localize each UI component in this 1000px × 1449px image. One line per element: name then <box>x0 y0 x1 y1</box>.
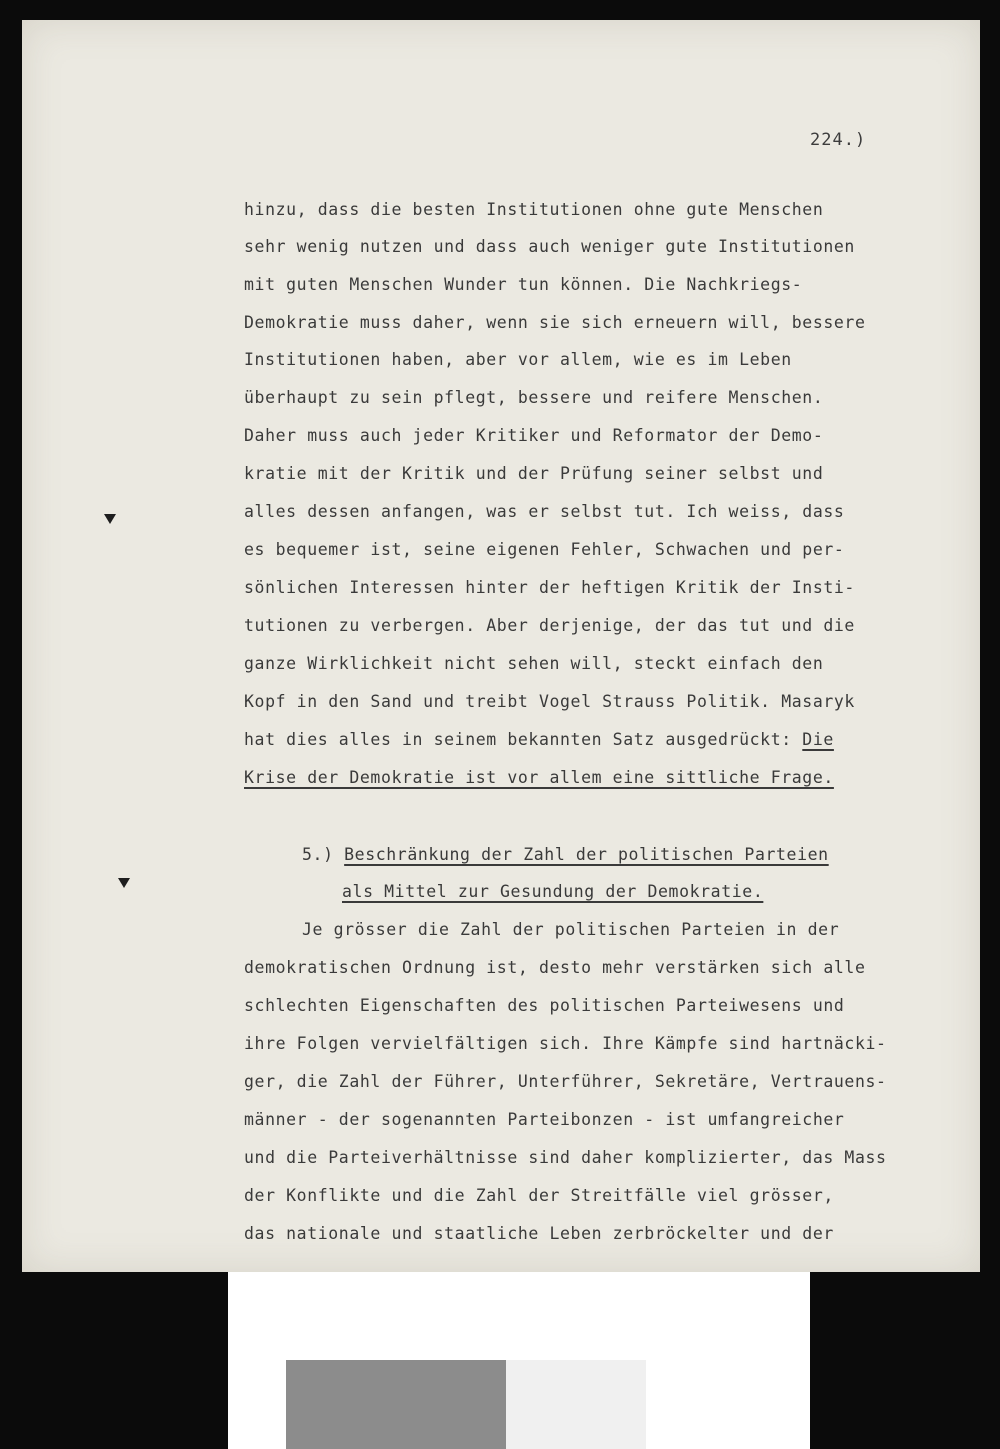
text-line <box>244 996 844 1015</box>
line-text: mit guten Menschen Wunder tun können. Die Nachkriegs- <box>244 275 803 294</box>
text-line <box>244 1072 887 1091</box>
line-text: sönlichen Interessen hinter der heftigen Kritik der Insti- <box>244 578 855 597</box>
line-text: 5.) <box>302 845 345 864</box>
text-line <box>302 920 839 939</box>
text-line <box>302 845 829 864</box>
line-text: überhaupt zu sein pflegt, bessere und reifere Menschen. <box>244 388 824 407</box>
line-text: hat dies alles in seinem bekannten Satz ausgedrückt: <box>244 730 803 749</box>
line-text: Je grösser die Zahl der politischen Parteien in der <box>302 920 840 939</box>
margin-mark-upper <box>104 514 116 524</box>
line-text: der Konflikte und die Zahl der Streitfälle viel grösser, <box>244 1186 834 1205</box>
line-text: und die Parteiverhältnisse sind daher komplizierter, das Mass <box>244 1148 887 1167</box>
text-line <box>244 502 844 521</box>
text-line <box>244 464 823 483</box>
text-line <box>244 313 866 332</box>
page-number: 224.) <box>810 130 867 150</box>
text-line <box>244 958 866 977</box>
underlined-text: Die <box>802 730 834 749</box>
line-text: das nationale und staatliche Leben zerbröckelter und der <box>244 1224 834 1243</box>
text-line <box>244 1110 844 1129</box>
text-line <box>244 1186 834 1205</box>
text-line <box>244 692 855 711</box>
text-line <box>244 730 834 749</box>
line-text: ihre Folgen vervielfältigen sich. Ihre Kämpfe sind hartnäcki- <box>244 1034 887 1053</box>
text-line <box>244 1148 887 1167</box>
line-text: männer - der sogenannten Parteibonzen - ist umfangreicher <box>244 1110 845 1129</box>
underlined-text: Krise der Demokratie ist vor allem eine sittliche Frage. <box>244 768 834 787</box>
line-text: es bequemer ist, seine eigenen Fehler, Schwachen und per- <box>244 540 845 559</box>
line-text: ganze Wirklichkeit nicht sehen will, steckt einfach den <box>244 654 824 673</box>
text-line <box>244 578 855 597</box>
text-line <box>244 237 855 256</box>
underlined-text: Beschränkung der Zahl der politischen Parteien <box>344 845 829 864</box>
text-line <box>244 654 823 673</box>
text-line <box>244 1034 887 1053</box>
line-text: alles dessen anfangen, was er selbst tut. Ich weiss, dass <box>244 502 845 521</box>
line-text: schlechten Eigenschaften des politischen Parteiwesens und <box>244 996 845 1015</box>
text-line <box>244 350 792 369</box>
line-text: Kopf in den Sand und treibt Vogel Strauss Politik. Masaryk <box>244 692 855 711</box>
light-swatch <box>506 1360 646 1449</box>
line-text: demokratischen Ordnung ist, desto mehr verstärken sich alle <box>244 958 866 977</box>
text-line <box>244 768 834 787</box>
line-text: Institutionen haben, aber vor allem, wie es im Leben <box>244 350 792 369</box>
text-line <box>244 275 802 294</box>
underlined-text: als Mittel zur Gesundung der Demokratie. <box>342 882 764 901</box>
text-line <box>244 1224 834 1243</box>
line-text: sehr wenig nutzen und dass auch weniger gute Institutionen <box>244 237 855 256</box>
text-line <box>244 388 823 407</box>
line-text: kratie mit der Kritik und der Prüfung seiner selbst und <box>244 464 824 483</box>
line-text: hinzu, dass die besten Institutionen ohne gute Menschen <box>244 200 824 219</box>
text-line <box>244 616 855 635</box>
line-text: Daher muss auch jeder Kritiker und Reformator der Demo- <box>244 426 824 445</box>
line-text: ger, die Zahl der Führer, Unterführer, Sekretäre, Vertrauens- <box>244 1072 887 1091</box>
margin-mark-lower <box>118 878 130 888</box>
text-line <box>342 882 763 901</box>
gray-swatch <box>286 1360 506 1449</box>
line-text: tutionen zu verbergen. Aber derjenige, der das tut und die <box>244 616 855 635</box>
text-line <box>244 426 823 445</box>
text-line <box>244 200 823 219</box>
text-line <box>244 540 844 559</box>
line-text: Demokratie muss daher, wenn sie sich erneuern will, bessere <box>244 313 866 332</box>
